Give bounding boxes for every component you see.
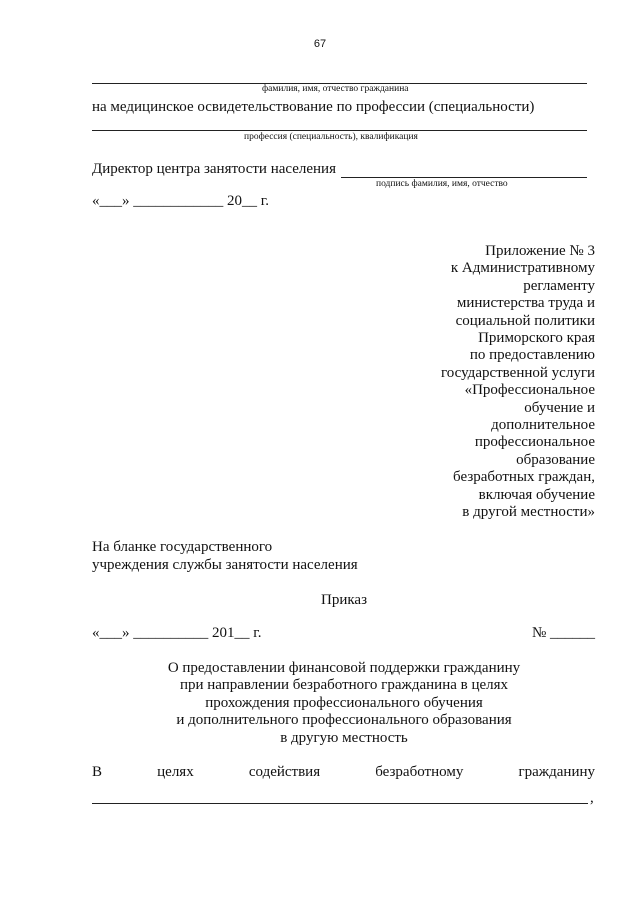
subject-line: в другую местность [280, 729, 408, 746]
profession-caption: профессия (специальность), квалификация [244, 132, 418, 142]
signature-caption: подпись фамилия, имя, отчество [376, 179, 508, 189]
subject-line: при направлении безработного гражданина в целях [179, 677, 509, 694]
fio-caption: фамилия, имя, отчество гражданина [262, 84, 409, 94]
subject-line: и дополнительного профессионального образования [176, 712, 512, 729]
appendix-line: образование [516, 451, 595, 468]
profession-underline [92, 130, 587, 131]
appendix-line: «Профессиональное [464, 382, 595, 399]
body-word: целях [157, 764, 194, 780]
body-word: содействия [248, 764, 321, 780]
signature-underline [341, 177, 587, 178]
appendix-line: регламенту [523, 277, 595, 294]
director-label: Директор центра занятости населения [92, 161, 336, 177]
referral-line: на медицинское освидетельствование по профессии (специальности) [92, 99, 535, 115]
body-word: В [92, 764, 103, 780]
order-date-line: «___» __________ 201__ г. [92, 625, 262, 641]
letterhead-line-2: учреждения службы занятости населения [92, 557, 358, 573]
appendix-line: в другой местности» [462, 504, 595, 521]
appendix-line: государственной услуги [441, 364, 595, 381]
page-number: 67 [313, 38, 327, 50]
appendix-line: безработных граждан, [453, 469, 595, 486]
body-word: гражданину [518, 764, 595, 780]
trailing-comma: , [590, 790, 594, 806]
appendix-line: министерства труда и [456, 295, 595, 312]
appendix-line: обучение и [524, 399, 595, 416]
subject-line: прохождения профессионального обучения [205, 694, 483, 711]
appendix-line: Приложение № 3 [485, 243, 595, 259]
order-body-line [92, 764, 595, 781]
appendix-line: социальной политики [455, 312, 595, 329]
appendix-line: профессиональное [474, 434, 595, 451]
body-word: безработному [375, 764, 464, 780]
letterhead-line-1: На бланке государственного [92, 539, 273, 555]
order-number-line: № ______ [531, 625, 595, 641]
order-subject [24, 660, 640, 747]
appendix-line: дополнительное [491, 417, 595, 434]
citizen-underline [92, 803, 588, 804]
appendix-line: по предоставлению [469, 347, 595, 364]
appendix-line: к Административному [450, 260, 595, 277]
order-title: Приказ [320, 592, 367, 608]
appendix-line: Приморского края [478, 330, 595, 347]
appendix-line: включая обучение [478, 486, 595, 503]
top-date-line: «___» ____________ 20__ г. [92, 193, 269, 209]
appendix-block [441, 243, 595, 522]
subject-line: О предоставлении финансовой поддержки гражданину [167, 660, 521, 676]
